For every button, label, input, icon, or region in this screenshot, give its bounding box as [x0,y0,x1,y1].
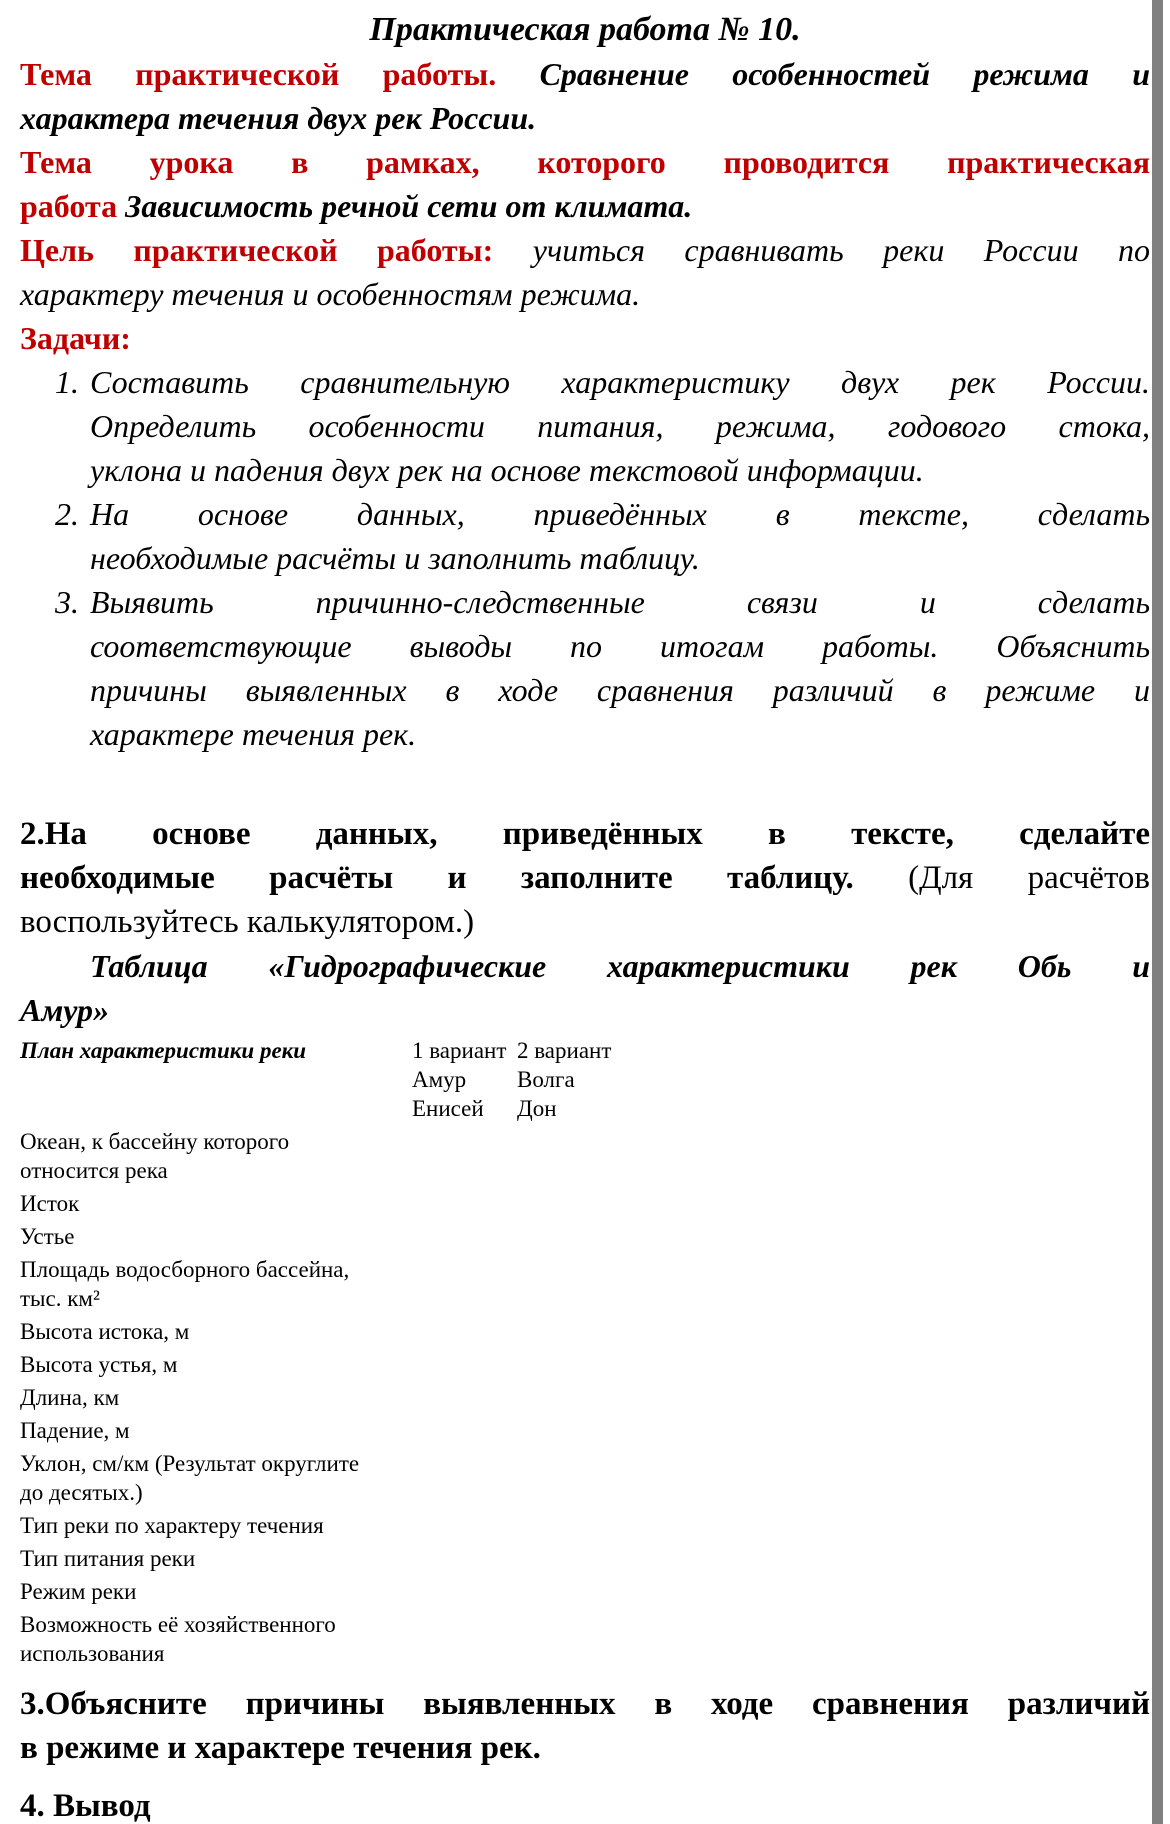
characteristic-label: Режим реки [20,1579,137,1604]
goal-text-continued: характеру течения и особенностям режима. [20,276,641,312]
characteristic-label: Высота истока, м [20,1319,190,1344]
task-text-line: На основе данных, приведённых в тексте, сделать [90,496,1150,532]
characteristic-row [20,1509,767,1542]
step2-text-line: 2.На основе данных, приведённых в тексте, сделайте [20,816,1150,852]
goal-heading [20,228,1150,272]
topic-label: Тема практической работы. [20,56,497,92]
tasks-label: Задачи: [20,320,131,356]
variant1-answer-cell [412,1125,517,1187]
lesson-label: Тема урока в рамках, которого проводится практическая [20,144,1150,180]
characteristic-label: Исток [20,1191,80,1216]
lesson-heading [20,184,1150,228]
variant2-answer-cell [517,1414,767,1447]
river-name: Дон [517,1096,557,1121]
task-text-line: характере течения рек. [90,716,417,752]
river-name: Енисей [412,1096,484,1121]
variant2-answer-cell [517,1542,767,1575]
characteristic-row [20,1253,767,1315]
variant2-answer-cell [517,1253,767,1315]
lesson-text: Зависимость речной сети от климата. [125,188,693,224]
task-text-line: Составить сравнительную характеристику двух рек России. [90,364,1150,400]
characteristic-row [20,1315,767,1348]
scrollbar[interactable] [1152,0,1163,1824]
variant2-answer-cell [517,1187,767,1220]
topic-heading [20,52,1150,96]
topic-text-continued: характера течения двух рек России. [20,100,537,136]
characteristic-label: Высота устья, м [20,1352,178,1377]
variant1-answer-cell [412,1414,517,1447]
characteristic-row [20,1414,767,1447]
characteristic-row [20,1220,767,1253]
variant1-answer-cell [412,1575,517,1608]
characteristic-label: Длина, км [20,1385,120,1410]
step2-paragraph [20,812,1150,944]
rivers-table [20,1034,767,1670]
variant1-column [412,1034,517,1125]
characteristic-row [20,1187,767,1220]
task-text-line: причины выявленных в ходе сравнения различий в режиме и [90,672,1150,708]
table-caption-continued: Амур» [20,992,110,1028]
variant2-answer-cell [517,1608,767,1670]
task-text-line: необходимые расчёты и заполнить таблицу. [90,540,700,576]
task-number: 1. [55,364,79,400]
step4-heading: 4. Вывод [20,1788,151,1824]
table-caption: Таблица «Гидрографические характеристики рек Обь и [90,948,1150,984]
task-text-line: соответствующие выводы по итогам работы. Объяснить [90,628,1150,664]
step2-text-line [20,856,1150,900]
characteristic-label: Уклон, см/км (Результат округлите до десятых.) [20,1451,360,1505]
characteristic-row [20,1125,767,1187]
task-number: 2. [55,496,79,532]
characteristic-row [20,1575,767,1608]
step3-text-line: в режиме и характере течения рек. [20,1730,541,1766]
task-number: 3. [55,584,79,620]
variant2-answer-cell [517,1381,767,1414]
characteristic-label: Падение, м [20,1418,130,1443]
variant1-answer-cell [412,1253,517,1315]
page-title: Практическая работа № 10. [369,11,801,48]
characteristic-label: Тип реки по характеру течения [20,1513,324,1538]
variant2-column [517,1034,767,1125]
step2-note-continued: воспользуйтесь калькулятором.) [20,904,475,940]
variant2-answer-cell [517,1509,767,1542]
characteristic-label: Площадь водосборного бассейна, тыс. км² [20,1257,350,1311]
variant2-answer-cell [517,1315,767,1348]
variant2-answer-cell [517,1575,767,1608]
table-header-row [20,1034,767,1125]
river-name: Волга [517,1067,575,1092]
task-text-line: Определить особенности питания, режима, годового стока, [90,408,1150,444]
goal-label: Цель практической работы: [20,232,494,268]
variant2-answer-cell [517,1125,767,1187]
variant1-answer-cell [412,1509,517,1542]
step3-text-line: 3.Объясните причины выявленных в ходе сравнения различий [20,1686,1150,1722]
step2-note-text: (Для расчётов [908,860,1151,896]
characteristic-row [20,1348,767,1381]
variant2-answer-cell [517,1220,767,1253]
task-item-1 [55,360,1150,492]
variant1-answer-cell [412,1348,517,1381]
variant1-answer-cell [412,1381,517,1414]
characteristic-row [20,1381,767,1414]
characteristic-row [20,1608,767,1670]
variant2-header: 2 вариант [517,1038,612,1063]
step3-heading [20,1682,1150,1770]
task-item-3 [55,580,1150,756]
characteristic-label: Устье [20,1224,75,1249]
characteristic-label: Тип питания реки [20,1546,196,1571]
topic-text: Сравнение особенностей режима и [539,56,1151,92]
rivers-table-body [20,1034,767,1670]
variant2-answer-cell [517,1348,767,1381]
variant1-answer-cell [412,1220,517,1253]
characteristic-label: Возможность её хозяйственного использования [20,1612,336,1666]
characteristic-row [20,1542,767,1575]
step2-bold-text: необходимые расчёты и заполните таблицу. [20,860,854,896]
task-item-2 [55,492,1150,580]
characteristic-row [20,1447,767,1509]
variant2-answer-cell [517,1447,767,1509]
characteristic-label: Океан, к бассейну которого относится река [20,1129,290,1183]
task-text-line: уклона и падения двух рек на основе текстовой информации. [90,452,924,488]
river-name: Амур [412,1067,467,1092]
variant1-answer-cell [412,1608,517,1670]
plan-column-header: План характеристики реки [20,1038,307,1063]
variant1-answer-cell [412,1447,517,1509]
variant1-answer-cell [412,1187,517,1220]
goal-text: учиться сравнивать реки России по [532,232,1151,268]
variant1-answer-cell [412,1542,517,1575]
task-text-line: Выявить причинно-следственные связи и сделать [90,584,1150,620]
lesson-label-continued: работа [20,188,118,224]
variant1-header: 1 вариант [412,1038,507,1063]
variant1-answer-cell [412,1315,517,1348]
